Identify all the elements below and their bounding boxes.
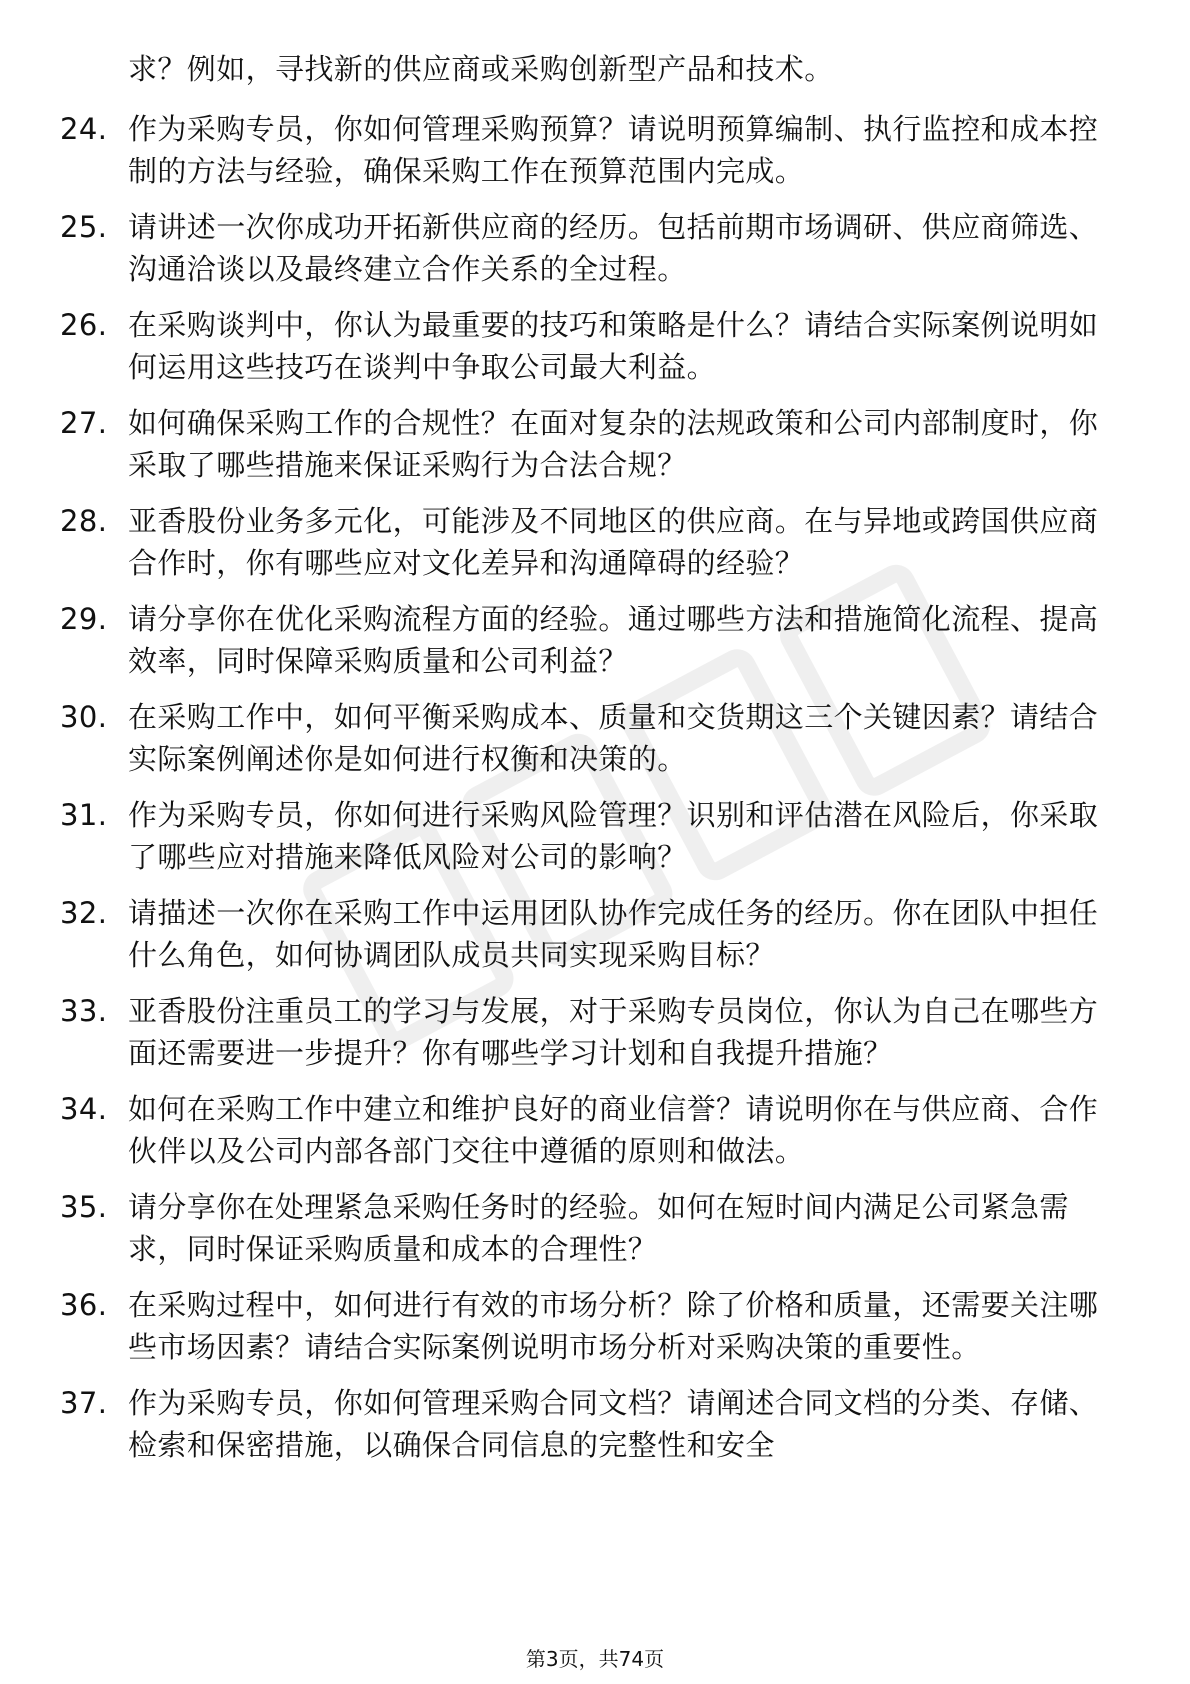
question-number: 27. [60,406,108,440]
question-text: 作为采购专员，你如何管理采购合同文档？请阐述合同文档的分类、存储、检索和保密措施，以确保合同信息的完整性和安全 [128,1386,1099,1462]
question-text: 亚香股份注重员工的学习与发展，对于采购专员岗位，你认为自己在哪些方面还需要进一步提升？你有哪些学习计划和自我提升措施？ [128,994,1099,1070]
question-text: 作为采购专员，你如何进行采购风险管理？识别和评估潜在风险后，你采取了哪些应对措施来降低风险对公司的影响？ [128,798,1099,874]
question-number: 32. [60,896,108,930]
list-item [60,1186,1120,1270]
list-item [60,794,1120,878]
list-item [60,696,1120,780]
list-item [60,304,1120,388]
question-text: 如何在采购工作中建立和维护良好的商业信誉？请说明你在与供应商、合作伙伴以及公司内部各部门交往中遵循的原则和做法。 [128,1092,1099,1168]
question-number: 37. [60,1386,108,1420]
question-text: 请讲述一次你成功开拓新供应商的经历。包括前期市场调研、供应商筛选、沟通洽谈以及最终建立合作关系的全过程。 [128,210,1099,286]
list-item [60,892,1120,976]
question-text: 请分享你在处理紧急采购任务时的经验。如何在短时间内满足公司紧急需求，同时保证采购质量和成本的合理性？ [128,1190,1069,1266]
question-number: 26. [60,308,108,342]
list-item [60,108,1120,192]
question-text: 如何确保采购工作的合规性？在面对复杂的法规政策和公司内部制度时，你采取了哪些措施来保证采购行为合法合规？ [128,406,1099,482]
question-list [60,108,1120,1480]
list-item [60,500,1120,584]
question-number: 29. [60,602,108,636]
question-number: 36. [60,1288,108,1322]
continued-question-text: 求？例如，寻找新的供应商或采购创新型产品和技术。 [128,52,834,86]
question-text: 在采购过程中，如何进行有效的市场分析？除了价格和质量，还需要关注哪些市场因素？请结合实际案例说明市场分析对采购决策的重要性。 [128,1288,1099,1364]
page-number-footer: 第3页，共74页 [525,1647,665,1671]
question-number: 24. [60,112,108,146]
list-item [60,206,1120,290]
question-number: 34. [60,1092,108,1126]
question-text: 请描述一次你在采购工作中运用团队协作完成任务的经历。你在团队中担任什么角色，如何协调团队成员共同实现采购目标？ [128,896,1099,972]
list-item [60,1088,1120,1172]
question-text: 亚香股份业务多元化，可能涉及不同地区的供应商。在与异地或跨国供应商合作时，你有哪些应对文化差异和沟通障碍的经验？ [128,504,1099,580]
list-item [60,1284,1120,1368]
list-item [60,990,1120,1074]
question-number: 31. [60,798,108,832]
question-text: 在采购谈判中，你认为最重要的技巧和策略是什么？请结合实际案例说明如何运用这些技巧在谈判中争取公司最大利益。 [128,308,1099,384]
list-item [60,598,1120,682]
question-number: 30. [60,700,108,734]
question-number: 28. [60,504,108,538]
question-text: 作为采购专员，你如何管理采购预算？请说明预算编制、执行监控和成本控制的方法与经验，确保采购工作在预算范围内完成。 [128,112,1099,188]
question-text: 在采购工作中，如何平衡采购成本、质量和交货期这三个关键因素？请结合实际案例阐述你是如何进行权衡和决策的。 [128,700,1099,776]
list-item [60,1382,1120,1466]
question-number: 33. [60,994,108,1028]
question-text: 请分享你在优化采购流程方面的经验。通过哪些方法和措施简化流程、提高效率，同时保障采购质量和公司利益？ [128,602,1099,678]
list-item [60,402,1120,486]
question-number: 25. [60,210,108,244]
question-number: 35. [60,1190,108,1224]
